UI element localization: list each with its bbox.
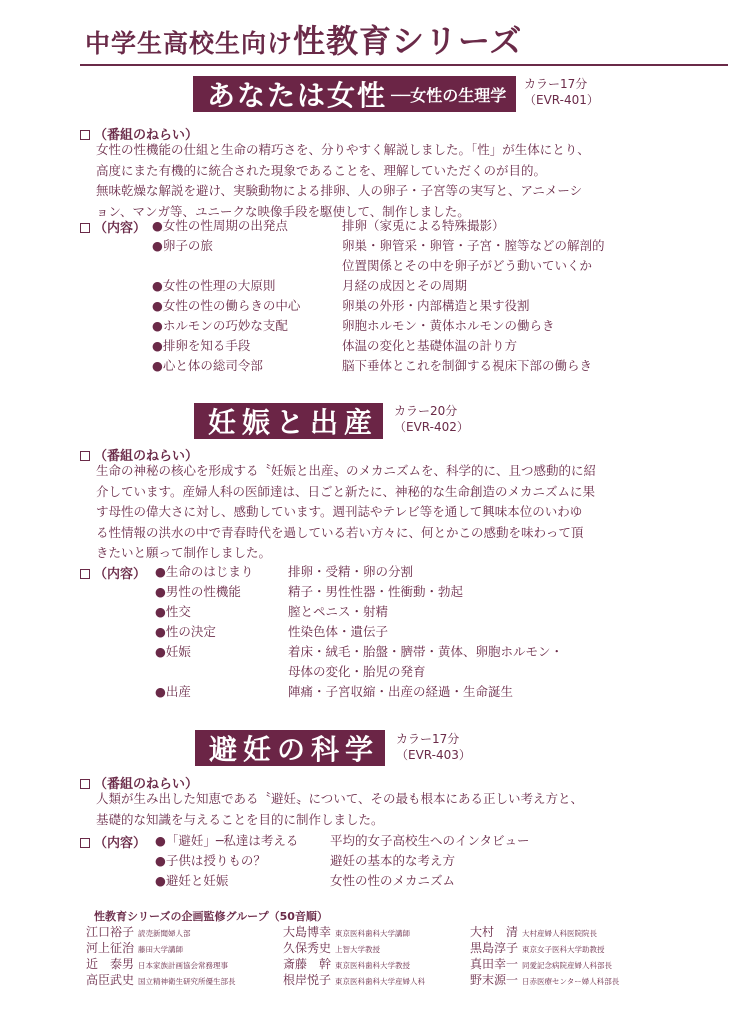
program3-banner: [195, 730, 385, 766]
program2-aim-text: [96, 461, 734, 564]
checkbox-square-icon: [80, 569, 90, 579]
checkbox-square-icon: [80, 838, 90, 848]
program3-code: （EVR-403）: [396, 748, 471, 762]
program3-spec: [396, 731, 471, 763]
supervision-title: 性教育シリーズの企画監修グループ（50音順）: [94, 910, 328, 923]
member-entry: 江口裕子 読売新聞婦人部: [86, 925, 191, 939]
program3-contents-heading: [80, 832, 146, 851]
program1-aim-label: （番組のねらい）: [94, 128, 199, 143]
series-title: [85, 16, 522, 62]
checkbox-square-icon: [80, 451, 90, 461]
program2-aim-label: （番組のねらい）: [94, 449, 199, 464]
series-title-main: 性教育シリーズ: [293, 22, 523, 60]
program2-title: 妊娠と出産: [208, 406, 379, 439]
program3-title: 避妊の科学: [209, 733, 380, 766]
checkbox-square-icon: [80, 223, 90, 233]
program1-banner: [193, 76, 516, 112]
program1-code: （EVR-401）: [524, 93, 599, 107]
program3-aim-label: （番組のねらい）: [94, 777, 199, 792]
program1-aim-line: 高度にまた有機的に統合された現象であることを、理解していただくのが目的。: [96, 162, 547, 178]
member-entry: 高臣武史 国立精神衛生研究所優生部長: [86, 973, 236, 987]
program1-aim-line: 無味乾燥な解説を避け、実験動物による排卵、人の卵子・子宮等の実写と、アニメーシ: [96, 183, 583, 198]
program3-aim-line: 基礎的な知識を与えることを目的に制作しました。: [96, 811, 384, 827]
member-entry: 久保秀史 上智大学教授: [283, 941, 380, 955]
member-entry: 野末源一 日赤医療センター婦人科部長: [470, 973, 620, 987]
program2-code: （EVR-402）: [394, 420, 469, 434]
program2-contents-label: （内容）: [94, 567, 147, 582]
program1-subtitle: ──女性の生理学: [391, 85, 507, 105]
member-entry: 近 泰男 日本家族計画協会常務理事: [86, 957, 228, 971]
program3-contents-list: ●「避妊」─私達は考える 平均的女子高校生へのインタビュー ●子供は授りもの？ 避妊の基本的な考え方 ●避妊と妊娠 女性の性のメカニズム: [155, 833, 530, 888]
program1-spec: [524, 76, 599, 108]
program2-spec: [394, 403, 469, 435]
program3-aim-text: [96, 789, 734, 830]
program1-aim-line: 女性の性機能の仕組と生命の精巧さを、分りやすく解説しました。「性」が生体にとり、: [96, 142, 590, 157]
program1-title: あなたは女性: [207, 79, 388, 112]
member-entry: 真田幸一 同愛記念病院産婦人科部長: [470, 957, 612, 971]
program3-color-time: カラー17分: [396, 732, 460, 746]
program2-aim-line: る性情報の洪水の中で青春時代を過している若い方々に、何とかこの感動を味わって頂: [96, 524, 584, 540]
program2-aim-line: す母性の偉大さに対し、感動しています。週刊誌やテレビ等を通して興味本位のいわゆ: [96, 504, 583, 519]
program2-contents-heading: [80, 563, 146, 582]
checkbox-square-icon: [80, 130, 90, 140]
program1-contents-label: （内容）: [94, 221, 147, 236]
program3-aim-line: 人類が生み出した知恵である〝避妊〟について、その最も根本にある正しい考え方と、: [96, 791, 584, 806]
series-title-audience: 中学生高校生向け: [85, 29, 294, 58]
program3-contents-label: （内容）: [94, 836, 147, 851]
program2-aim-line: 生命の神秘の核心を形成する〝妊娠と出産〟のメカニズムを、科学的に、且つ感動的に紹: [96, 463, 597, 478]
checkbox-square-icon: [80, 779, 90, 789]
program1-aim-line: ョン、マンガ等、ユニークな映像手段を駆使して、制作しました。: [96, 203, 470, 219]
program2-aim-line: きたいと願って制作しました。: [96, 545, 272, 560]
program1-contents-list: ●女性の性周期の出発点 排卵（家兎による特殊撮影） ●卵子の旅 卵巣・卵管采・卵管・子宮・膣等などの解剖的 位置関係とその中を卵子がどう動いていくか ●女性の性理の大原則 月経の成因とその周期 ●女性の性の働らきの中心 卵巣の外形・内部構造と果す役割 ●ホルモンの巧妙な支配 卵胞ホルモン・黄体ホルモンの働らき ●排卵を知る手段 体温の変化と基礎体温の計り方 ●心と体の総司令部 脳下垂体とこれを制御する視床下部の働らき: [152, 218, 605, 373]
member-entry: 大島博幸 東京医科歯科大学講師: [283, 925, 410, 939]
member-entry: 斎藤 幹 東京医科歯科大学教授: [283, 957, 410, 971]
program1-color-time: カラー17分: [524, 77, 588, 91]
program2-color-time: カラー20分: [394, 404, 458, 418]
member-entry: 河上征治 藤田大学講師: [86, 941, 183, 955]
program2-contents-list: ●生命のはじまり 排卵・受精・卵の分割 ●男性の性機能 精子・男性性器・性衝動・勃起 ●性交 膣とペニス・射精 ●性の決定 性染色体・遺伝子 ●妊娠 着床・絨毛・胎盤・臍帯・黄体、卵胞ホルモン・ 母体の変化・胎児の発育 ●出産 陣痛・子宮収縮・出産の経過・生命誕生: [155, 564, 564, 699]
member-entry: 黒島淳子 東京女子医科大学助教授: [470, 941, 605, 955]
member-entry: 大村 清 大村産婦人科医院院長: [470, 925, 597, 939]
header-rule: [80, 64, 728, 66]
program2-aim-line: 介しています。産婦人科の医師達は、日ごと新たに、神秘的な生命創造のメカニズムに果: [96, 483, 596, 499]
program2-banner: [194, 403, 383, 439]
program1-aim-text: [96, 140, 734, 222]
member-entry: 根岸悦子 東京医科歯科大学産婦人科: [283, 973, 425, 987]
program1-contents-heading: [80, 217, 146, 236]
